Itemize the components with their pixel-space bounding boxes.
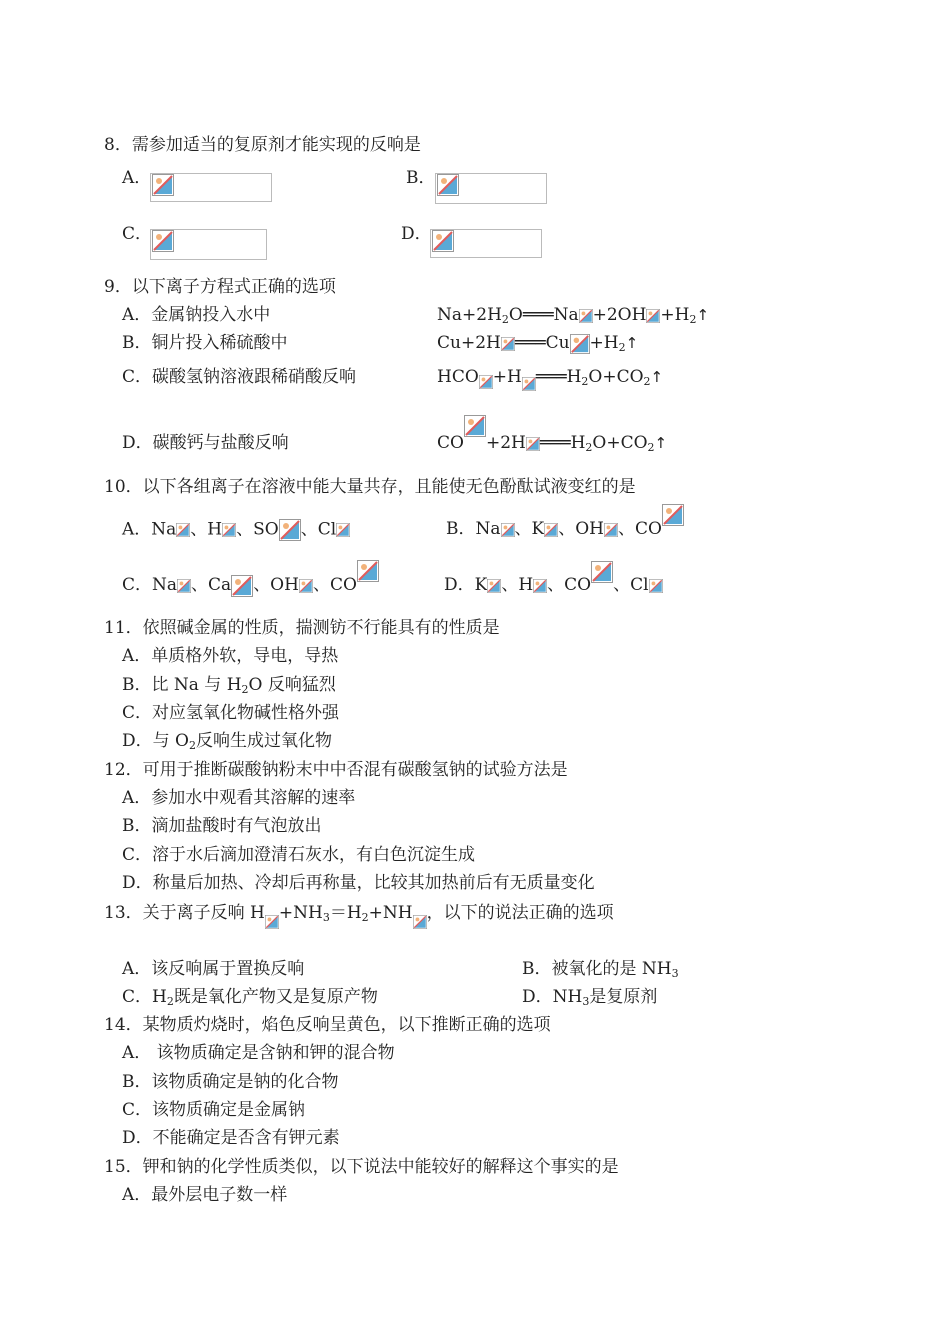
q9-option-a: A．金属钠投入水中 (122, 305, 271, 325)
q10-option-b: B．Na 、K 、OH 、CO (446, 518, 684, 541)
broken-image-icon (432, 230, 454, 252)
q10-option-a: A．Na 、H 、SO 、Cl (122, 518, 350, 542)
broken-image-icon (579, 306, 593, 326)
q12-option-d: D．称量后加热、冷却后再称量，比较其加热前后有无质量变化 (122, 873, 595, 893)
q11-option-c: C．对应氢氧化物碱性格外强 (122, 703, 340, 723)
q12-option-a: A．参加水中观看其溶解的速率 (122, 788, 356, 808)
broken-image-icon (437, 174, 459, 196)
broken-image-icon (464, 414, 486, 438)
broken-image-icon (336, 519, 350, 541)
broken-image-icon (526, 434, 540, 454)
q8-option-c: C． (122, 224, 153, 244)
q8-option-d: D． (401, 224, 432, 244)
q10-option-c: C．Na 、Ca 、OH 、CO (122, 574, 379, 597)
broken-image-icon (649, 575, 663, 597)
broken-image-icon (662, 502, 684, 528)
broken-image-icon (152, 230, 174, 252)
q13-option-a: A．该反响属于置换反响 (122, 959, 305, 979)
q15-option-a: A．最外层电子数一样 (122, 1185, 288, 1205)
broken-image-icon (487, 575, 501, 597)
q14-option-a: A． 该物质确定是含钠和钾的混合物 (122, 1043, 395, 1063)
broken-image-icon (591, 560, 613, 584)
q11-option-a: A．单质格外软，导电，导热 (122, 646, 339, 666)
broken-image-icon (544, 519, 558, 541)
q9-option-a-equation: $Na+2H_2O═══Na +2OH$ $+H_2↑$ (437, 305, 710, 326)
broken-image-icon (479, 370, 493, 394)
q12-option-c: C．溶于水后滴加澄清石灰水，有白色沉淀生成 (122, 845, 476, 865)
q9-option-d: D．碳酸钙与盐酸反响 (122, 433, 289, 453)
broken-image-icon (646, 306, 660, 326)
q14-stem: 14．某物质灼烧时，焰色反响呈黄色，以下推断正确的选项 (104, 1015, 551, 1035)
q13-option-c: C．$H_2$既是氧化产物又是复原产物 (122, 987, 378, 1008)
q13-option-d: D．$NH_3$是复原剂 (522, 987, 658, 1008)
q10-option-d: D．K 、H 、CO 、Cl (444, 574, 663, 597)
q11-stem: 11．依照碱金属的性质，揣测钫不行能具有的性质是 (104, 618, 500, 638)
q11-option-d: D．与 $O_2$反响生成过氧化物 (122, 731, 332, 752)
q11-option-b: B．比 Na 与 $H_2O$ 反响猛烈 (122, 675, 336, 696)
q8-stem: 8．需参加适当的复原剂才能实现的反响是 (104, 135, 421, 155)
q12-stem: 12．可用于推断碳酸钠粉末中中否混有碳酸氢钠的试验方法是 (104, 760, 568, 780)
q9-option-d-equation: CO +2H $═══H_2O+CO_2↑$ (437, 432, 667, 459)
broken-image-icon (501, 334, 515, 354)
q9-option-b-equation: Cu+2H ═══Cu $+H_2↑$ (437, 333, 639, 354)
broken-image-icon (299, 575, 313, 597)
broken-image-icon (501, 519, 515, 541)
broken-image-icon (533, 575, 547, 597)
q14-option-b: B．该物质确定是钠的化合物 (122, 1072, 339, 1092)
broken-image-icon (177, 575, 191, 597)
q9-option-c-equation: HCO +H $═══H_2O+CO_2↑$ (437, 366, 663, 396)
q8-option-b: B． (406, 168, 436, 188)
q9-stem: 9．以下离子方程式正确的选项 (104, 277, 336, 297)
broken-image-icon (222, 519, 236, 541)
broken-image-icon (604, 519, 618, 541)
q15-stem: 15．钾和钠的化学性质类似，以下说法中能较好的解释这个事实的是 (104, 1157, 619, 1177)
broken-image-icon (413, 910, 427, 934)
q13-option-b: B．被氧化的是 $NH_3$ (522, 959, 679, 980)
broken-image-icon (265, 910, 279, 934)
q10-stem: 10．以下各组离子在溶液中能大量共存，且能使无色酚酞试液变红的是 (104, 477, 636, 497)
broken-image-icon (522, 372, 536, 396)
broken-image-icon (152, 174, 174, 196)
q14-option-c: C．该物质确定是金属钠 (122, 1100, 306, 1120)
q9-option-c: C．碳酸氢钠溶液跟稀硝酸反响 (122, 367, 357, 387)
broken-image-icon (176, 519, 190, 541)
q14-option-d: D．不能确定是否含有钾元素 (122, 1128, 340, 1148)
q12-option-b: B．滴加盐酸时有气泡放出 (122, 816, 322, 836)
broken-image-icon (357, 558, 379, 584)
q8-option-a: A． (122, 168, 152, 188)
broken-image-icon (570, 334, 590, 354)
q13-stem: 13．关于离子反响 $H +NH_3=H_2+NH$ ，以下的说法正确的选项 (104, 902, 614, 934)
q9-option-b: B．铜片投入稀硫酸中 (122, 333, 288, 353)
broken-image-icon (279, 518, 301, 542)
broken-image-icon (231, 575, 253, 597)
